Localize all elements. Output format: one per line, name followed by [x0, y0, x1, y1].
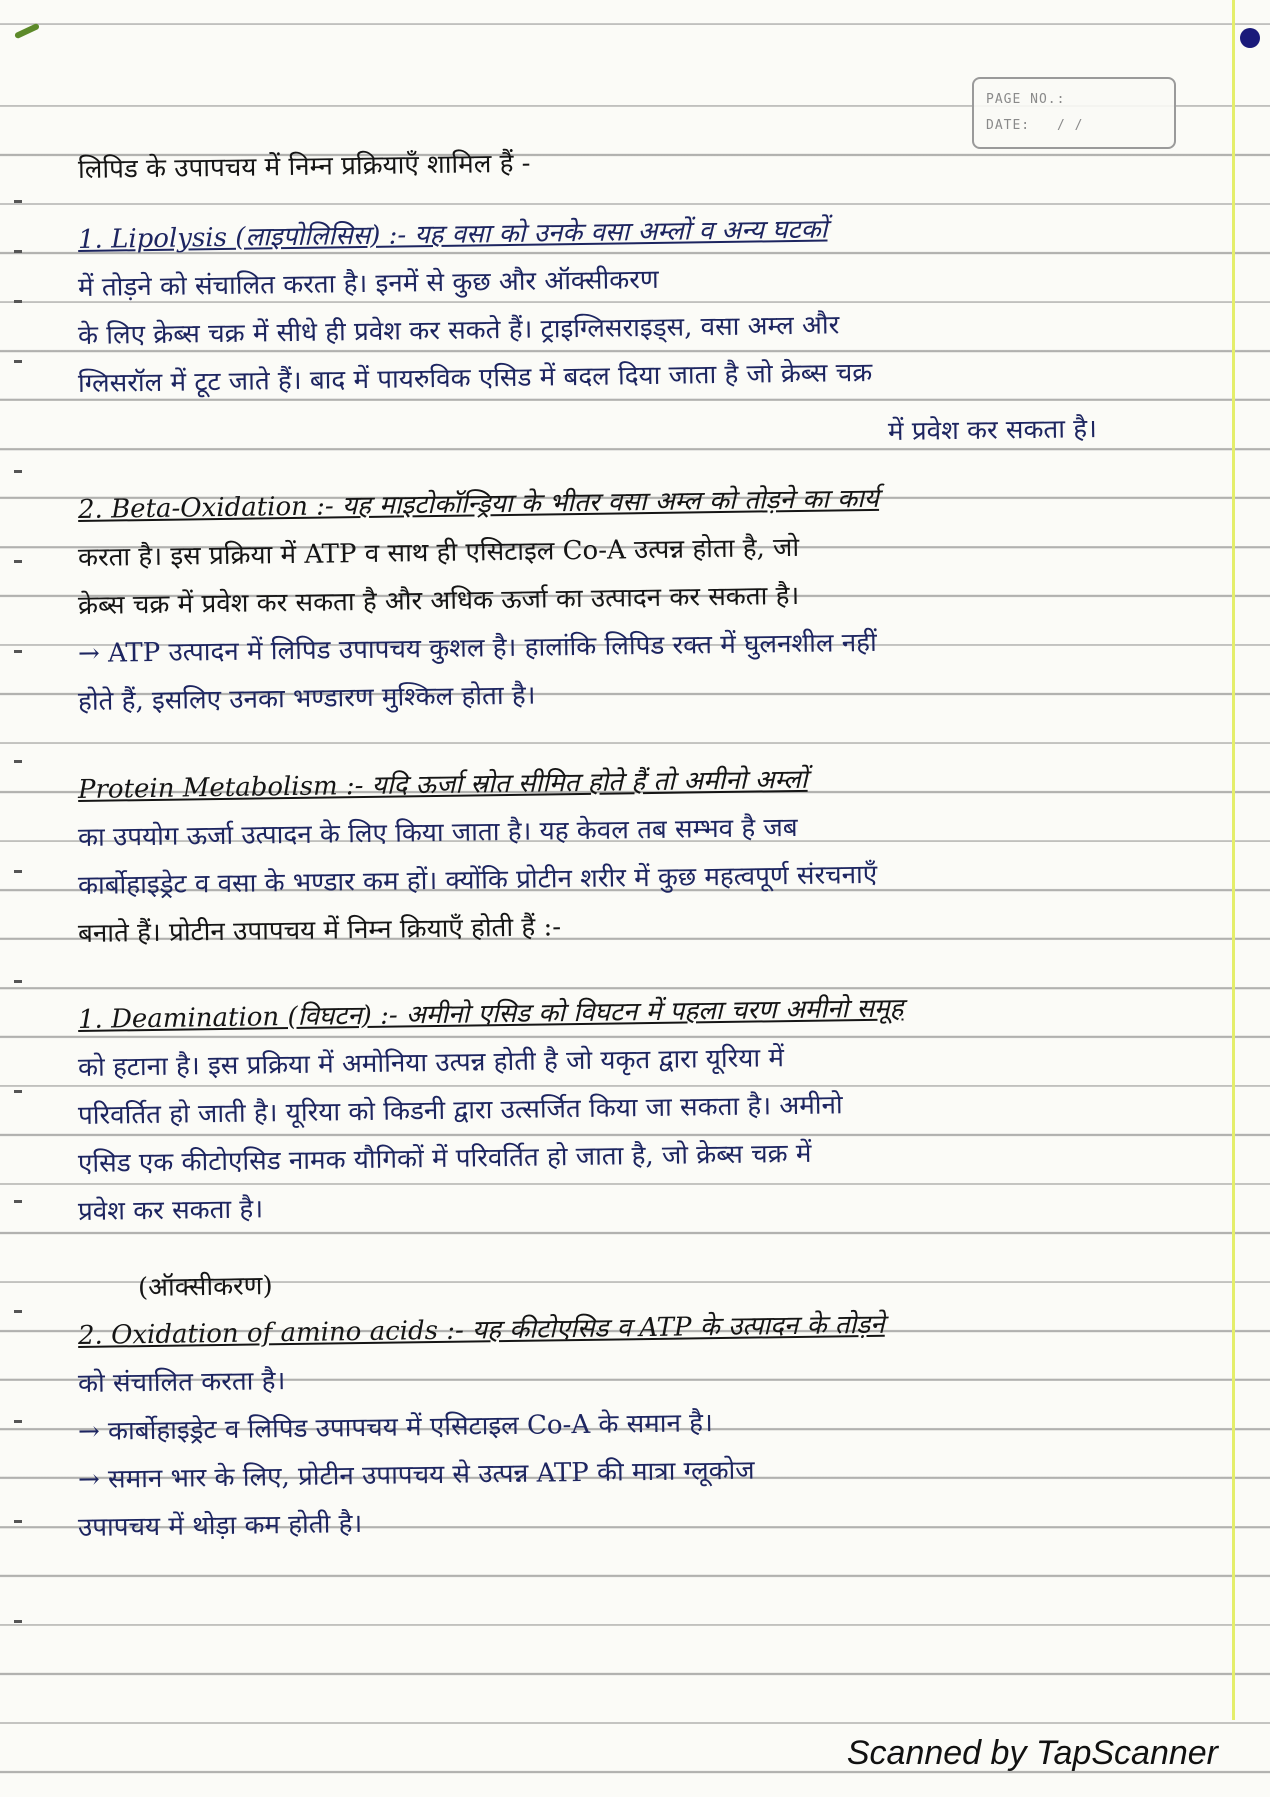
note-line-protein-metabolism-heading: Protein Metabolism :- यदि ऊर्जा स्रोत सीमित होते हैं तो अमीनो अम्लों [77, 764, 808, 805]
note-line: में प्रवेश कर सकता है। [887, 414, 1098, 447]
scanner-watermark: Scanned by TapScanner [846, 1734, 1218, 1772]
note-line-deamination-heading: 1. Deamination (विघटन) :- अमीनो एसिड को विघटन में पहला चरण अमीनो समूह [77, 993, 904, 1035]
note-line: को संचालित करता है। [77, 1366, 286, 1399]
note-line: उपापचय में थोड़ा कम होती है। [77, 1509, 363, 1543]
note-line: प्रवेश कर सकता है। [77, 1194, 264, 1227]
note-line: होते हैं, इसलिए उनका भण्डारण मुश्किल होता है। [77, 680, 536, 717]
note-line-oxidation-heading: 2. Oxidation of amino acids :- यह कीटोएसिड व ATP के उत्पादन के तोड़ने [77, 1309, 885, 1351]
note-line: क्रेब्स चक्र में प्रवेश कर सकता है और अधिक ऊर्जा का उत्पादन कर सकता है। [77, 580, 800, 621]
note-line: को हटाना है। इस प्रक्रिया में अमोनिया उत्पन्न होती है जो यकृत द्वारा यूरिया में [77, 1043, 785, 1083]
note-line-intro: लिपिड के उपापचय में निम्न प्रक्रियाएँ शामिल हैं - [77, 148, 531, 185]
note-line-annotation: (ऑक्सीकरण) [137, 1271, 273, 1303]
note-line-arrow: → कार्बोहाइड्रेट व लिपिड उपापचय में एसिटाइल Co-A के समान है। [77, 1408, 714, 1447]
note-line-lipolysis-heading: 1. Lipolysis (लाइपोलिसिस) :- यह वसा को उनके वसा अम्लों व अन्य घटकों [77, 214, 828, 255]
note-line: के लिए क्रेब्स चक्र में सीधे ही प्रवेश कर सकते हैं। ट्राइग्लिसराइड्स, वसा अम्ल और [77, 310, 840, 351]
page-no-label: PAGE NO.: [986, 92, 1066, 107]
note-line: परिवर्तित हो जाती है। यूरिया को किडनी द्वारा उत्सर्जित किया जा सकता है। अमीनो [77, 1090, 843, 1131]
note-line: करता है। इस प्रक्रिया में ATP व साथ ही एसिटाइल Co-A उत्पन्न होता है, जो [77, 532, 800, 573]
note-line: ग्लिसरॉल में टूट जाते हैं। बाद में पायरुविक एसिड में बदल दिया जाता है जो क्रेब्स चक्र [77, 357, 873, 399]
note-line-beta-oxidation-heading: 2. Beta-Oxidation :- यह माइटोकॉन्ड्रिया के भीतर वसा अम्ल को तोड़ने का कार्य [77, 483, 880, 525]
corner-mark-top-right [1240, 28, 1260, 48]
note-line: बनाते हैं। प्रोटीन उपापचय में निम्न क्रियाएँ होती हैं :- [77, 912, 562, 949]
note-line: में तोड़ने को संचालित करता है। इनमें से कुछ और ऑक्सीकरण [77, 264, 659, 303]
note-line: का उपयोग ऊर्जा उत्पादन के लिए किया जाता है। यह केवल तब सम्भव है जब [77, 812, 798, 853]
note-line-arrow: → ATP उत्पादन में लिपिड उपापचय कुशल है। हालांकि लिपिड रक्त में घुलनशील नहीं [77, 627, 877, 669]
date-label: DATE: [986, 118, 1031, 133]
note-line: एसिड एक कीटोएसिड नामक यौगिकों में परिवर्तित हो जाता है, जो क्रेब्स चक्र में [77, 1138, 812, 1179]
corner-mark-top-left [14, 23, 40, 39]
date-value: / / [1056, 118, 1084, 133]
note-line: कार्बोहाइड्रेट व वसा के भण्डार कम हों। क्योंकि प्रोटीन शरीर में कुछ महत्वपूर्ण संरचनाएँ [77, 859, 878, 901]
note-line-arrow: → समान भार के लिए, प्रोटीन उपापचय से उत्पन्न ATP की मात्रा ग्लूकोज [77, 1455, 755, 1495]
